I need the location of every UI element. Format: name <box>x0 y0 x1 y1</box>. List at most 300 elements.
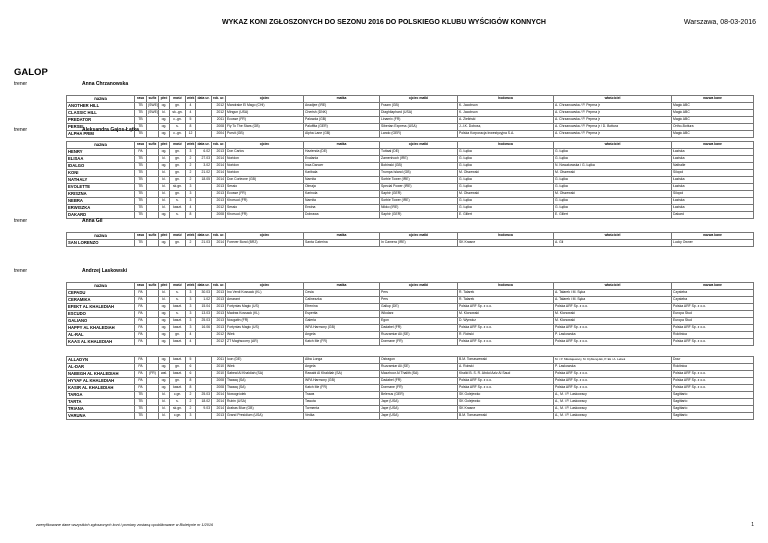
table-cell: 2012 <box>212 103 226 110</box>
table-cell: Angela <box>304 332 380 339</box>
column-header: data ur. <box>196 233 212 240</box>
trainer-name: Anna Chrzanowska <box>82 81 129 87</box>
table-cell: E. Gillert <box>554 212 672 219</box>
table-cell: Icon (DE) <box>226 357 304 364</box>
table-cell: 4 <box>186 110 196 117</box>
table-cell: 15.04 <box>196 304 212 311</box>
table-cell <box>147 124 159 131</box>
table-cell: Polska ARF Sp. z o.o. <box>458 304 554 311</box>
table-cell: Arabas Blue (GB) <box>226 406 304 413</box>
table-cell: 13.03 <box>196 311 212 318</box>
table-cell: P. Laskowska <box>554 332 672 339</box>
table-cell: Polska ARF Sp. z o.o. <box>458 325 554 332</box>
table-cell: Narnita <box>304 177 380 184</box>
table-cell: Polska ARF Sp. z o.o. <box>672 304 754 311</box>
table-cell: TB <box>135 103 147 110</box>
column-header: matka <box>304 233 380 240</box>
table-cell <box>147 385 159 392</box>
table-cell: TB <box>135 110 147 117</box>
table-row <box>67 156 754 163</box>
column-header: sufix <box>147 233 159 240</box>
column-header: właściciel <box>554 233 672 240</box>
table-cell: kaszt. <box>170 385 186 392</box>
table-cell: (SWE) <box>147 110 159 117</box>
table-cell: Evalania <box>304 156 380 163</box>
table-cell: PA <box>135 325 147 332</box>
table-cell: 2 <box>186 177 196 184</box>
horse-name: ESCUDO <box>67 311 135 318</box>
table-cell: In Camera (IRE) <box>380 240 458 247</box>
table-row <box>67 240 754 247</box>
horse-table <box>66 141 754 219</box>
table-cell: Cesia <box>304 290 380 297</box>
table-cell: Polska ARF Sp. z o.o. <box>458 378 554 385</box>
table-cell: og. <box>159 124 170 131</box>
table-cell: kl. <box>159 191 170 198</box>
table-cell: A., M. i P. Laskowscy <box>554 399 672 406</box>
table-cell <box>147 184 159 191</box>
table-row <box>67 357 754 364</box>
trainer-label: trener <box>14 81 28 87</box>
horse-name: CERAMIKA <box>67 297 135 304</box>
column-header: rasa <box>135 142 147 149</box>
table-cell: Łaziska <box>672 149 754 156</box>
table-cell: Esperita <box>304 311 380 318</box>
table-cell: 4 <box>186 339 196 346</box>
horse-name: TRIANA <box>67 406 135 413</box>
table-cell: Fortynias Magic (US) <box>226 304 304 311</box>
column-header: nazwa <box>67 96 135 103</box>
horse-name: EVOLETTE <box>67 184 135 191</box>
table-cell: Polska Korporacja Inwestycyjna S.A. <box>458 131 554 138</box>
table-cell: Łaziska <box>672 177 754 184</box>
trainer-row <box>14 218 103 224</box>
table-cell: Lucky Owner <box>672 240 754 247</box>
table-cell: Polska ARF Sp. z o.o. <box>554 385 672 392</box>
table-cell: og. <box>159 131 170 138</box>
table-cell: M. Klonowski <box>554 318 672 325</box>
table-row <box>67 205 754 212</box>
table-cell: 3 <box>186 297 196 304</box>
column-header: hodowca <box>458 142 554 149</box>
table-cell: Noridon <box>226 156 304 163</box>
table-cell: 3 <box>186 413 196 420</box>
table-cell: kaszt. <box>170 371 186 378</box>
table-row <box>67 117 754 124</box>
table-cell: TB <box>135 240 147 247</box>
table-cell: 18.05 <box>196 177 212 184</box>
table-cell: s. <box>170 311 186 318</box>
table-cell <box>147 406 159 413</box>
table-cell <box>147 304 159 311</box>
table-cell <box>147 149 159 156</box>
table-cell: A. Gil <box>554 240 672 247</box>
column-header: ojciec <box>226 233 304 240</box>
table-cell: Rokitnica <box>672 364 754 371</box>
table-cell: PA <box>135 385 147 392</box>
table-cell: Katch Me (FR) <box>304 339 380 346</box>
table-cell: G. Łątka <box>554 149 672 156</box>
table-cell: Polska ARF Sp. z o.o. <box>672 385 754 392</box>
table-cell: G. Łątka <box>458 177 554 184</box>
table-cell: Magic ABC <box>672 131 754 138</box>
table-cell: Diaghilaphard (USA) <box>380 110 458 117</box>
table-cell: 2014 <box>212 156 226 163</box>
table-cell: TB <box>135 184 147 191</box>
table-cell: Palowda (GB) <box>304 117 380 124</box>
table-cell: Polska ARF Sp. z o.o. <box>672 325 754 332</box>
table-cell: kl. <box>159 399 170 406</box>
table-cell: gn. <box>170 103 186 110</box>
table-cell: Forever Bond (BRZ) <box>226 240 304 247</box>
table-cell: A., M. i P. Laskowscy <box>554 413 672 420</box>
table-cell: A., M. i P. Laskowscy <box>554 392 672 399</box>
column-header: wiek <box>186 283 196 290</box>
table-cell <box>147 131 159 138</box>
table-cell: R. Talarek <box>458 290 554 297</box>
table-cell: Mazzhoor Al Thalith (SA) <box>380 371 458 378</box>
table-cell: A. Talarek i M. Sęka <box>554 297 672 304</box>
table-cell: gn. <box>170 332 186 339</box>
table-cell <box>147 339 159 346</box>
horse-name: NATHALY <box>67 177 135 184</box>
table-cell: G. Łątka <box>554 156 672 163</box>
table-cell: kl. <box>159 156 170 163</box>
table-cell: B.M. Tomaszewski <box>458 357 554 364</box>
table-cell: Sagittario <box>672 392 754 399</box>
table-cell: 8 <box>186 378 196 385</box>
horse-name: EFEKT AL KHALEDIAH <box>67 304 135 311</box>
table-row <box>67 124 754 131</box>
table-header-row <box>67 142 754 149</box>
table-row <box>67 163 754 170</box>
table-cell: Don Corleone (GB) <box>226 177 304 184</box>
table-cell: Zamenhoch (IRE) <box>380 156 458 163</box>
table-cell: gn. <box>170 177 186 184</box>
table-cell: kl. <box>159 413 170 420</box>
footer-note: zweryfikowane dane wszystkich zgłoszonych koni i pomiary zostaną opublikowane w Biuletynie nr 1/2016 <box>36 523 214 527</box>
column-header: rok. ur. <box>212 142 226 149</box>
table-cell: 3 <box>186 198 196 205</box>
column-header: data ur. <box>196 283 212 290</box>
table-cell <box>196 339 212 346</box>
column-header: wiek <box>186 142 196 149</box>
table-cell: kl. <box>159 198 170 205</box>
table-row <box>67 149 754 156</box>
table-cell: 3 <box>186 191 196 198</box>
table-cell: Łaziska <box>672 184 754 191</box>
table-cell <box>147 177 159 184</box>
table-row <box>67 170 754 177</box>
column-header: rok. ur. <box>212 233 226 240</box>
table-cell: 5 <box>186 117 196 124</box>
table-cell: 21.02 <box>196 170 212 177</box>
table-cell: Sagittario <box>672 399 754 406</box>
column-header: sufix <box>147 283 159 290</box>
table-cell: Erwina <box>304 205 380 212</box>
table-cell: TB <box>135 413 147 420</box>
table-row <box>67 364 754 371</box>
table-cell: A. Zieliński <box>458 117 554 124</box>
trainer-label: trener <box>14 218 28 224</box>
table-cell: Ostragon <box>380 357 458 364</box>
table-cell: PA <box>135 332 147 339</box>
horse-name: TARTA <box>67 399 135 406</box>
table-cell: Khorsud (FR) <box>226 212 304 219</box>
table-cell: 2014 <box>212 170 226 177</box>
table-cell: D. Wyrwicz <box>458 318 554 325</box>
table-cell: 2010 <box>212 371 226 378</box>
column-header: właściciel <box>554 142 672 149</box>
table-cell <box>147 311 159 318</box>
table-cell: PA <box>135 357 147 364</box>
table-cell: Polska ARF Sp. z o.o. <box>672 378 754 385</box>
table-cell: Tiwaaq (SA) <box>226 378 304 385</box>
horse-name: HYYAF AL KHALEDIAH <box>67 378 135 385</box>
trainer-label: trener <box>14 268 28 274</box>
table-cell: K. Jacobson <box>458 103 554 110</box>
table-cell: Don Carlos <box>226 149 304 156</box>
table-cell: Magic ABC <box>672 103 754 110</box>
table-row <box>67 297 754 304</box>
table-cell: gn. <box>170 191 186 198</box>
column-header: nazwa kane <box>672 283 754 290</box>
table-cell: Anadjee (IRE) <box>304 103 380 110</box>
table-cell: og. <box>159 304 170 311</box>
column-header: maść <box>170 283 186 290</box>
table-cell: WFA Harmony (GB) <box>304 378 380 385</box>
column-header: ojciec matki <box>380 283 458 290</box>
table-cell: kl. <box>159 290 170 297</box>
column-header: właściciel <box>554 283 672 290</box>
table-cell: 3.02 <box>196 163 212 170</box>
column-header: hodowca <box>458 96 554 103</box>
table-cell: Ruzzamiar Ali (SE) <box>380 364 458 371</box>
column-header: ojciec matki <box>380 96 458 103</box>
table-cell <box>147 290 159 297</box>
table-cell: og. <box>159 240 170 247</box>
table-cell: P. Laskowska <box>554 364 672 371</box>
trainer-name: Andrzej Laskowski <box>82 268 128 274</box>
table-cell: Ruzzamiar Ali (SE) <box>380 332 458 339</box>
table-cell: sk.gn. <box>170 406 186 413</box>
table-cell <box>147 191 159 198</box>
table-cell: 2013 <box>212 311 226 318</box>
table-cell: 2008 <box>212 378 226 385</box>
table-cell: gn. <box>170 170 186 177</box>
table-cell: 2014 <box>212 392 226 399</box>
table-cell: Trumpa Island (GB) <box>380 170 458 177</box>
table-cell: Dadabel (FR) <box>380 325 458 332</box>
table-cell: 30.03 <box>196 290 212 297</box>
table-cell: TB <box>135 117 147 124</box>
table-cell: Noridon <box>226 163 304 170</box>
table-cell: A., M. i P. Laskowscy <box>554 406 672 413</box>
table-cell: og. <box>159 339 170 346</box>
table-cell <box>196 357 212 364</box>
table-cell: Silopol <box>672 191 754 198</box>
table-cell: og. <box>159 378 170 385</box>
table-cell: Dakard <box>672 212 754 219</box>
table-cell: Karibala <box>304 170 380 177</box>
table-cell: 2011 <box>212 117 226 124</box>
table-cell <box>196 103 212 110</box>
table-cell <box>196 413 212 420</box>
column-header: płeć <box>159 233 170 240</box>
horse-name: TARGA <box>67 392 135 399</box>
table-cell: Dobrawa <box>304 212 380 219</box>
horse-name: DAKARD <box>67 212 135 219</box>
table-cell: Europa Stud <box>672 318 754 325</box>
table-cell: Dadabel (FR) <box>380 378 458 385</box>
table-cell: PA <box>135 371 147 378</box>
table-cell <box>147 392 159 399</box>
table-cell: Egon <box>380 318 458 325</box>
table-cell: og. <box>159 325 170 332</box>
table-cell: 2014 <box>212 240 226 247</box>
table-cell: 25.03 <box>196 392 212 399</box>
table-cell: PA <box>135 318 147 325</box>
page-date: Warszawa, 08-03-2016 <box>683 19 756 26</box>
table-cell <box>196 198 212 205</box>
column-header: ojciec <box>226 283 304 290</box>
table-cell: 21.03 <box>196 240 212 247</box>
table-cell: og. <box>159 149 170 156</box>
table-cell: gn. <box>170 149 186 156</box>
table-cell <box>147 413 159 420</box>
table-cell: 12 <box>186 131 196 138</box>
horse-name: AL-DAR <box>67 364 135 371</box>
table-cell: 8 <box>186 124 196 131</box>
table-cell: Olmaja <box>304 184 380 191</box>
table-cell: 16.06 <box>196 325 212 332</box>
table-cell: 2013 <box>212 304 226 311</box>
table-cell: kaszt. <box>170 318 186 325</box>
table-cell: G. Łątka <box>554 177 672 184</box>
column-header: płeć <box>159 96 170 103</box>
table-cell <box>147 156 159 163</box>
table-cell: Jape (USA) <box>380 406 458 413</box>
table-row <box>67 406 754 413</box>
table-cell: (FR) <box>147 371 159 378</box>
table-cell: Wiek <box>226 364 304 371</box>
table-cell: 3 <box>186 325 196 332</box>
table-cell: Sorbie Tower (IRE) <box>380 198 458 205</box>
table-cell: gn. <box>170 240 186 247</box>
table-cell: og. <box>159 357 170 364</box>
table-cell: kaszt. <box>170 325 186 332</box>
table-cell: c.gn. <box>170 413 186 420</box>
column-header: rasa <box>135 96 147 103</box>
table-cell <box>147 212 159 219</box>
table-cell: G. Łątka <box>458 156 554 163</box>
table-cell: Mandrake El Mago (CHI) <box>226 103 304 110</box>
horse-name: NABEGH AL KHALEDIAH <box>67 371 135 378</box>
table-cell: Belenus (GER) <box>380 392 458 399</box>
table-cell: 5 <box>186 357 196 364</box>
table-cell: Dour <box>672 357 754 364</box>
horse-name: PERSEI <box>67 124 135 131</box>
column-header: rok. ur. <box>212 96 226 103</box>
table-cell: og. <box>159 364 170 371</box>
table-cell: A. Chrzanowska / P. Peprna jr / D. Bottura <box>554 124 672 131</box>
table-cell: Czysteba <box>672 297 754 304</box>
table-cell: A. Robski <box>458 364 554 371</box>
column-header: sufix <box>147 142 159 149</box>
table-cell: gn. <box>170 364 186 371</box>
table-cell <box>147 240 159 247</box>
table-cell: J.-I.K. Dobosz, <box>458 124 554 131</box>
table-row <box>67 385 754 392</box>
row-spacer <box>67 346 754 357</box>
table-cell: kl. <box>159 184 170 191</box>
table-cell: Siberian Express (USA) <box>380 124 458 131</box>
table-cell: Efrenina <box>304 304 380 311</box>
column-header: sufix <box>147 96 159 103</box>
table-cell: Włodarz <box>380 311 458 318</box>
table-cell: G. Łątka <box>458 205 554 212</box>
table-cell: Polska ARF Sp. z o.o. <box>458 385 554 392</box>
table-cell: Dormane (FR) <box>380 385 458 392</box>
table-cell <box>147 198 159 205</box>
table-cell: 2013 <box>212 297 226 304</box>
table-cell: 2 <box>186 240 196 247</box>
table-cell: Fraam (GB) <box>380 103 458 110</box>
table-cell: PA <box>135 290 147 297</box>
table-cell: 2012 <box>212 110 226 117</box>
table-cell: Ecosse (FR) <box>226 191 304 198</box>
table-cell: 2 <box>186 406 196 413</box>
table-cell: Katch Me (FR) <box>304 385 380 392</box>
table-cell: Alba Longa <box>304 357 380 364</box>
horse-name: KONI <box>67 170 135 177</box>
table-cell: Polska ARF Sp. z o.o. <box>554 371 672 378</box>
table-header-row <box>67 233 754 240</box>
table-cell: sk.gn. <box>170 184 186 191</box>
horse-name: NEBRA <box>67 198 135 205</box>
table-cell: kaszt. <box>170 205 186 212</box>
horse-table <box>66 95 754 138</box>
trainer-row <box>14 268 127 274</box>
table-cell: 2008 <box>212 385 226 392</box>
page-number: 1 <box>751 522 754 528</box>
table-cell <box>147 332 159 339</box>
table-cell: Magic ABC <box>672 117 754 124</box>
table-row <box>67 184 754 191</box>
table-cell: Tormenta <box>304 406 380 413</box>
table-cell <box>196 124 212 131</box>
column-header: hodowca <box>458 283 554 290</box>
table-cell: Khalid B. S. R. Abdul Aziz Al Saud <box>458 371 554 378</box>
table-cell: SK Golejewko <box>458 399 554 406</box>
column-header: maść <box>170 142 186 149</box>
horse-name: CLASSIC HILL <box>67 110 135 117</box>
table-cell: kl. <box>159 170 170 177</box>
table-cell: 2 <box>186 170 196 177</box>
table-cell: og. <box>159 332 170 339</box>
table-cell: Polska ARF Sp. z o.o. <box>458 339 554 346</box>
table-cell: og. <box>159 385 170 392</box>
table-cell: 2012 <box>212 332 226 339</box>
table-cell: A. Talarek i M. Sęka <box>554 290 672 297</box>
column-header: ojciec matki <box>380 233 458 240</box>
column-header: właściciel <box>554 96 672 103</box>
table-cell: 8 <box>186 212 196 219</box>
table-row <box>67 392 754 399</box>
page-title: WYKAZ KONI ZGŁOSZONYCH DO SEZONU 2016 DO POLSKIEGO KLUBU WYŚCIGÓW KONNYCH <box>222 19 546 26</box>
table-cell: Noridon <box>226 170 304 177</box>
table-cell <box>196 371 212 378</box>
